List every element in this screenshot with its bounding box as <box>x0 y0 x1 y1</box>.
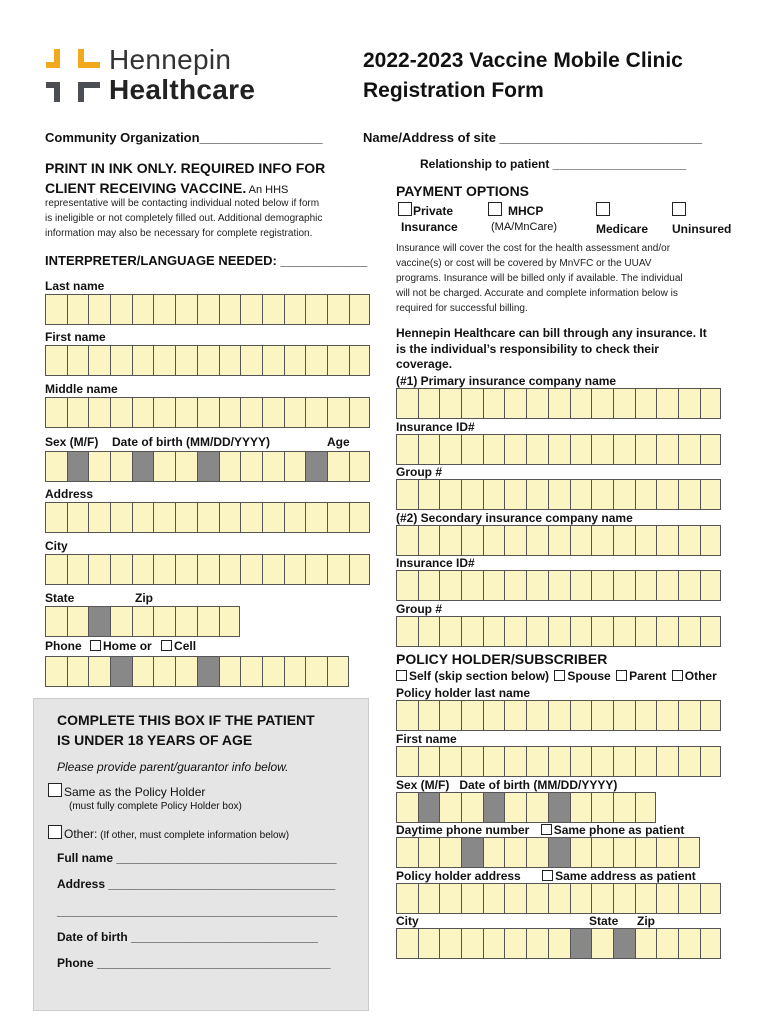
group-2-boxes[interactable] <box>396 616 721 647</box>
day-phone-label: Daytime phone number <box>396 823 530 837</box>
billing-note <box>396 326 707 373</box>
city-label: City <box>45 539 68 553</box>
parent-checkbox[interactable] <box>616 670 627 681</box>
first-name-label: First name <box>45 330 106 344</box>
secondary-insurance-boxes[interactable] <box>396 525 721 556</box>
title-line-2: Registration Form <box>363 79 544 102</box>
policy-address-label: Policy holder address <box>396 869 521 883</box>
primary-insurance-boxes[interactable] <box>396 388 721 419</box>
secondary-insurance-label: (#2) Secondary insurance company name <box>396 511 633 525</box>
same-phone-checkbox[interactable] <box>541 824 552 835</box>
medicare-option <box>596 202 648 238</box>
mhcp-label-1: MHCP <box>508 204 544 218</box>
page-title <box>363 46 683 106</box>
guarantor-address-line-2[interactable]: __________________________________________ <box>57 904 338 918</box>
same-address-checkbox[interactable] <box>542 870 553 881</box>
group-2-label: Group # <box>396 602 443 616</box>
payment-note <box>396 241 683 316</box>
policy-relation-row <box>396 669 717 683</box>
last-name-label: Last name <box>45 279 105 293</box>
minor-guarantor-box <box>33 698 369 1011</box>
relationship-field[interactable]: Relationship to patient ____________________ <box>420 157 687 171</box>
guarantor-dob-field[interactable]: Date of birth ____________________________ <box>57 930 318 944</box>
private-label-2: Insurance <box>401 220 458 234</box>
home-label: Home or <box>103 639 152 653</box>
print-heading <box>45 158 325 200</box>
same-address-label: Same address as patient <box>555 869 696 883</box>
billing-note-3: coverage. <box>396 357 453 371</box>
payment-note-1: Insurance will cover the cost for the health assessment and/or <box>396 243 671 254</box>
other-relation-checkbox[interactable] <box>672 670 683 681</box>
spouse-label: Spouse <box>567 669 611 683</box>
payment-heading: PAYMENT OPTIONS <box>396 183 530 199</box>
mhcp-option <box>488 202 557 235</box>
private-label-1: Private <box>413 204 454 218</box>
print-heading-line-2: CLIENT RECEIVING VACCINE. <box>45 180 247 196</box>
insurance-id-1-boxes[interactable] <box>396 434 721 465</box>
day-phone-row <box>396 823 684 837</box>
sex-label: Sex (M/F) <box>45 435 99 449</box>
phone-row <box>45 639 196 653</box>
logo-hennepin: Hennepin <box>109 44 232 75</box>
print-body-1: representative will be contacting individual noted below if form <box>45 198 320 209</box>
insurance-id-2-label: Insurance ID# <box>396 556 475 570</box>
policy-zip-label: Zip <box>637 914 655 928</box>
middle-name-boxes[interactable] <box>45 397 370 428</box>
policy-sex-dob-boxes[interactable] <box>396 792 656 823</box>
other-relation-label: Other <box>684 669 717 683</box>
print-instructions <box>45 196 322 241</box>
private-insurance-checkbox[interactable] <box>398 202 412 216</box>
cell-checkbox[interactable] <box>161 640 172 651</box>
sex-dob-age-boxes[interactable] <box>45 451 370 482</box>
last-name-boxes[interactable] <box>45 294 370 325</box>
cell-label: Cell <box>174 639 197 653</box>
parent-label: Parent <box>629 669 667 683</box>
billing-note-1: Hennepin Healthcare can bill through any insurance. It <box>396 326 707 340</box>
policy-last-name-boxes[interactable] <box>396 700 721 731</box>
logo-healthcare: Healthcare <box>109 74 256 105</box>
minor-heading-1: COMPLETE THIS BOX IF THE PATIENT <box>57 712 315 728</box>
private-insurance-option <box>398 202 458 235</box>
phone-label: Phone <box>45 639 82 653</box>
other-checkbox[interactable] <box>48 825 62 839</box>
medicare-label: Medicare <box>596 222 649 236</box>
policy-city-state-zip-boxes[interactable] <box>396 928 721 959</box>
minor-box-heading <box>57 710 315 750</box>
day-phone-boxes[interactable] <box>396 837 700 868</box>
policy-first-name-boxes[interactable] <box>396 746 721 777</box>
print-body-3: information may also be necessary for complete registration. <box>45 228 313 239</box>
same-phone-label: Same phone as patient <box>553 823 685 837</box>
spouse-checkbox[interactable] <box>554 670 565 681</box>
payment-note-2: vaccine(s) or cost will be covered by MnVFC or the UUAV <box>396 258 652 269</box>
address-boxes[interactable] <box>45 502 370 533</box>
middle-name-label: Middle name <box>45 382 118 396</box>
age-label: Age <box>327 435 350 449</box>
hennepin-cross-logo-icon <box>44 46 104 104</box>
guarantor-address-field[interactable]: Address __________________________________ <box>57 877 336 891</box>
guarantor-full-name-field[interactable]: Full name _________________________________ <box>57 851 337 865</box>
policy-state-label: State <box>589 914 619 928</box>
other-label: Other: <box>64 827 98 841</box>
same-as-checkbox[interactable] <box>48 783 62 797</box>
print-heading-tail: An HHS <box>246 184 289 196</box>
other-note: (If other, must complete information below) <box>97 830 290 841</box>
uninsured-label: Uninsured <box>672 222 732 236</box>
zip-label: Zip <box>135 591 153 605</box>
policy-sex-dob-label: Sex (M/F) Date of birth (MM/DD/YYYY) <box>396 778 618 792</box>
policy-address-row <box>396 869 696 883</box>
same-as-label: Same as the Policy Holder <box>64 785 206 799</box>
same-as-row <box>48 783 205 799</box>
home-checkbox[interactable] <box>90 640 101 651</box>
policy-first-name-label: First name <box>396 732 457 746</box>
mhcp-label-2: (MA/MnCare) <box>491 221 558 233</box>
print-body-2: is ineligible or not completely filled out. Additional demographic <box>45 213 323 224</box>
billing-note-2: is the individual’s responsibility to check their <box>396 341 659 356</box>
policy-last-name-label: Policy holder last name <box>396 686 531 700</box>
self-checkbox[interactable] <box>396 670 407 681</box>
address-label: Address <box>45 487 94 501</box>
city-boxes[interactable] <box>45 554 370 585</box>
payment-note-5: required for successful billing. <box>396 303 528 314</box>
payment-note-4: will not be charged. Accurate and complete information below is <box>396 288 678 299</box>
other-row <box>48 825 289 841</box>
policy-city-label: City <box>396 914 419 928</box>
uninsured-checkbox[interactable] <box>672 202 686 216</box>
policy-address-boxes[interactable] <box>396 883 721 914</box>
state-zip-boxes[interactable] <box>45 606 240 637</box>
insurance-id-2-boxes[interactable] <box>396 570 721 601</box>
group-1-label: Group # <box>396 465 443 479</box>
title-line-1: 2022-2023 Vaccine Mobile Clinic <box>363 49 683 72</box>
payment-note-3: programs. Insurance will be billed only if available. The individual <box>396 273 683 284</box>
phone-boxes[interactable] <box>45 656 349 687</box>
insurance-id-1-label: Insurance ID# <box>396 420 475 434</box>
community-org-field[interactable]: Community Organization_________________ <box>45 130 323 145</box>
site-name-address-field[interactable]: Name/Address of site ____________________________ <box>363 130 702 145</box>
primary-insurance-label: (#1) Primary insurance company name <box>396 374 617 388</box>
interpreter-field[interactable]: INTERPRETER/LANGUAGE NEEDED: ____________ <box>45 253 368 268</box>
first-name-boxes[interactable] <box>45 345 370 376</box>
print-heading-line-1: PRINT IN INK ONLY. REQUIRED INFO FOR <box>45 160 326 176</box>
self-label: Self (skip section below) <box>409 669 550 683</box>
minor-instructions: Please provide parent/guarantor info below. <box>57 760 289 774</box>
medicare-checkbox[interactable] <box>596 202 610 216</box>
state-label: State <box>45 591 75 605</box>
mhcp-checkbox[interactable] <box>488 202 502 216</box>
guarantor-phone-field[interactable]: Phone ___________________________________ <box>57 956 331 970</box>
same-as-note: (must fully complete Policy Holder box) <box>69 801 242 812</box>
dob-label: Date of birth (MM/DD/YYYY) <box>112 435 270 449</box>
group-1-boxes[interactable] <box>396 479 721 510</box>
policy-holder-heading: POLICY HOLDER/SUBSCRIBER <box>396 651 608 667</box>
uninsured-option <box>672 202 731 238</box>
minor-heading-2: IS UNDER 18 YEARS OF AGE <box>57 732 253 748</box>
logo <box>44 44 284 106</box>
